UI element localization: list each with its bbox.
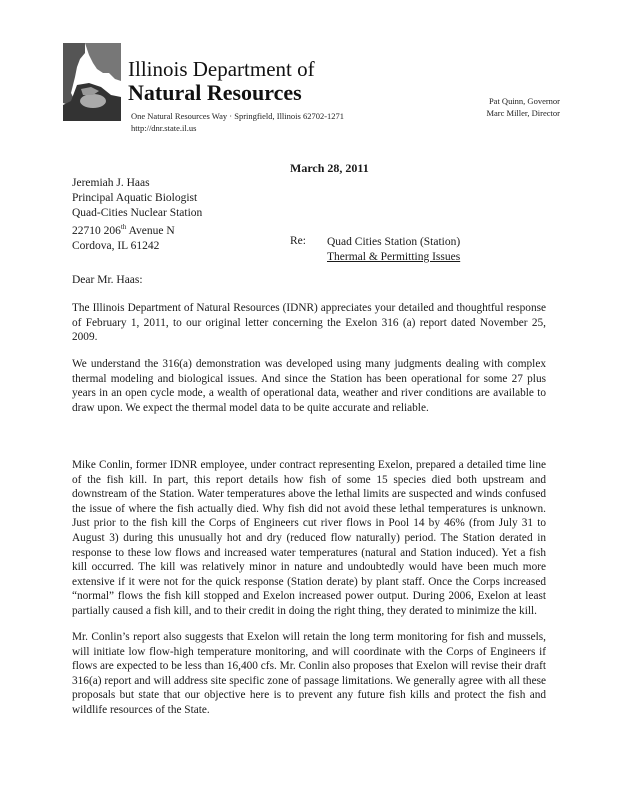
street-rest: Avenue N [126, 225, 175, 238]
agency-name-line1: Illinois Department of [128, 57, 315, 81]
body-paragraph-1: The Illinois Department of Natural Resources (IDNR) appreciates your detailed and thoughtful response of February 1, 2011, to our original letter concerning the Exelon 316 (a) report dated November 25, 2009. [72, 302, 546, 344]
re-line1: Quad Cities Station (Station) [327, 236, 461, 248]
governor-line: Pat Quinn, Governor [488, 96, 560, 106]
body-paragraph-3: Mike Conlin, former IDNR employee, under contract representing Exelon, prepared a detailed time line of the fish kill. In part, this report details how fish of some 15 species died both upstream and downstream of the Station. Water temperatures above the lethal limits are suspected and winds confused the issue of where the fish actually died. Why fish did not avoid these lethal temperatures is unknown. Just prior to the fish kill the Corps of Engineers cut river flows in Pool 14 by 46% (from July 31 to August 3) during this unusually hot and dry (reduced flow naturally) period. The Station derated in response to these low flows and increased water temperatures (natural and Station induced). Yet a fish kill occurred. The kill was relatively minor in nature and undoubtedly would have been much more extensive if it were not for the quick response (Station derate) by plant staff. Once the Corps increased “normal” flows the fish kill stopped and Exelon increased power output. During 2006, Exelon at least partially caused a fish kill, and to their credit in doing the right thing, they derated to minimize the kill. [72, 459, 546, 617]
agency-name [128, 58, 315, 104]
agency-logo [63, 43, 121, 121]
recipient-org: Quad-Cities Nuclear Station [72, 206, 203, 219]
website-line: http://dnr.state.il.us [131, 123, 197, 133]
address-line: One Natural Resources Way · Springfield, Illinois 62702-1271 [131, 111, 345, 121]
street-ordinal: th [120, 223, 127, 232]
re-label: Re: [290, 235, 306, 247]
letter-date: March 28, 2011 [290, 161, 369, 175]
recipient-title: Principal Aquatic Biologist [72, 191, 198, 204]
agency-address [131, 110, 344, 134]
street-number: 22710 206 [72, 225, 121, 238]
body-paragraph-2: We understand the 316(a) demonstration was developed using many judgments dealing with complex thermal modeling and biological issues. And since the Station has been operational for some 27 plus years in an open cycle mode, a wealth of operational data, weather and river conditions are available to draw upon. We expect the thermal model data to be quite accurate and reliable. [72, 358, 546, 414]
officials-block [486, 95, 560, 119]
recipient-name: Jeremiah J. Haas [72, 177, 150, 189]
recipient-city: Cordova, IL 61242 [72, 240, 160, 253]
body-paragraph-4: Mr. Conlin’s report also suggests that Exelon will retain the long term monitoring for fish and mussels, will initiate low flow-high temperature monitoring, and will coordinate with the Corps of Engineers if flows are expected to be less than 16,400 cfs. Mr. Conlin also proposes that Exelon will revise their draft 316(a) report and will address site specific zone of passage limitations. We generally agree with all these proposals but state that our objective here is to prevent any future fish kills and protect the fish and wildlife resources of the State. [72, 631, 546, 716]
re-line2: Thermal & Permitting Issues [327, 250, 461, 263]
recipient-street [72, 220, 202, 239]
salutation: Dear Mr. Haas: [72, 274, 143, 286]
recipient-address [72, 176, 202, 254]
agency-name-line2: Natural Resources [128, 80, 302, 105]
director-line: Marc Miller, Director [486, 108, 560, 118]
re-subject [327, 235, 460, 265]
